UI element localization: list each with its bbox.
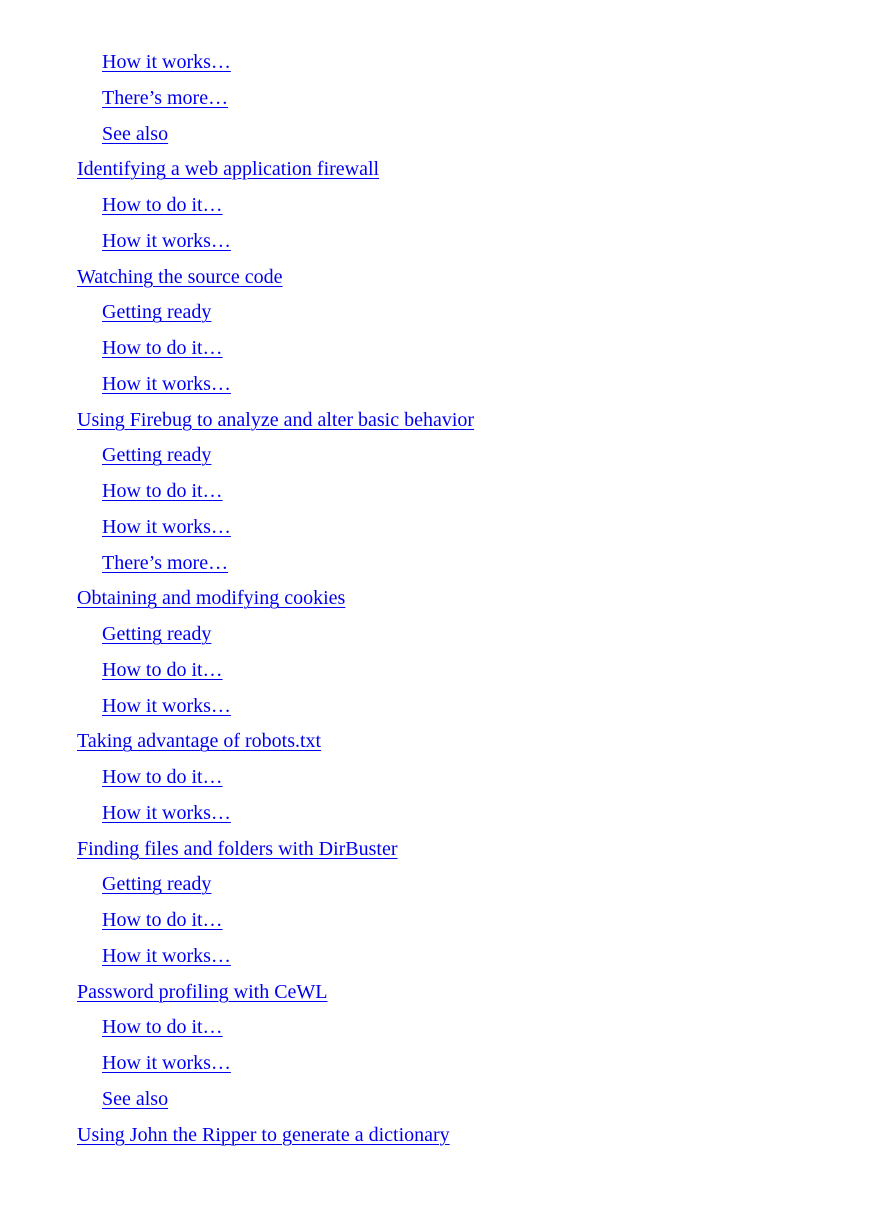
- toc-subsection-item: [0, 939, 869, 975]
- toc-link-how-to-do-it[interactable]: How to do it…: [102, 1016, 223, 1039]
- toc-link-how-it-works[interactable]: How it works…: [102, 801, 231, 824]
- toc-subsection-item: [0, 1010, 869, 1046]
- toc-subsection-item: [0, 188, 869, 224]
- toc-subsection-item: [0, 1046, 869, 1082]
- toc-subsection-item: [0, 438, 869, 474]
- toc-section-item: [0, 832, 869, 868]
- toc-link-how-to-do-it[interactable]: How to do it…: [102, 480, 223, 502]
- toc-link-how-it-works[interactable]: How it works…: [102, 515, 231, 538]
- toc-link-robots-txt[interactable]: Taking advantage of robots.txt: [77, 730, 322, 753]
- table-of-contents: [0, 45, 869, 1153]
- toc-link-theres-more[interactable]: There’s more…: [102, 551, 229, 574]
- toc-link-how-to-do-it[interactable]: How to do it…: [102, 337, 223, 359]
- toc-subsection-item: [0, 474, 869, 510]
- toc-link-getting-ready[interactable]: Getting ready: [102, 301, 212, 324]
- toc-subsection-item: [0, 546, 869, 582]
- toc-link-getting-ready[interactable]: Getting ready: [102, 623, 212, 645]
- toc-subsection-item: [0, 796, 869, 832]
- toc-link-identifying-waf[interactable]: Identifying a web application firewall: [77, 158, 380, 181]
- toc-link-how-it-works[interactable]: How it works…: [102, 229, 231, 252]
- toc-subsection-item: [0, 331, 869, 367]
- toc-subsection-item: [0, 1082, 869, 1118]
- toc-section-item: [0, 1118, 869, 1154]
- toc-subsection-item: [0, 295, 869, 331]
- toc-subsection-item: [0, 867, 869, 903]
- toc-link-how-to-do-it[interactable]: How to do it…: [102, 194, 223, 216]
- toc-link-how-it-works[interactable]: How it works…: [102, 944, 231, 967]
- toc-subsection-item: [0, 224, 869, 260]
- toc-subsection-item: [0, 689, 869, 725]
- toc-subsection-item: [0, 367, 869, 403]
- toc-link-john-the-ripper[interactable]: Using John the Ripper to generate a dictionary: [77, 1123, 450, 1146]
- toc-section-item: [0, 724, 869, 760]
- toc-section-item: [0, 260, 869, 296]
- toc-subsection-item: [0, 81, 869, 117]
- toc-section-item: [0, 152, 869, 188]
- toc-link-see-also[interactable]: See also: [102, 122, 169, 145]
- toc-link-how-it-works[interactable]: How it works…: [102, 694, 231, 717]
- toc-link-watching-source-code[interactable]: Watching the source code: [77, 265, 283, 288]
- toc-link-how-to-do-it[interactable]: How to do it…: [102, 658, 223, 681]
- toc-link-see-also[interactable]: See also: [102, 1087, 169, 1110]
- toc-section-item: [0, 581, 869, 617]
- toc-link-how-to-do-it[interactable]: How to do it…: [102, 766, 223, 788]
- toc-link-how-it-works[interactable]: How it works…: [102, 51, 231, 73]
- toc-link-how-it-works[interactable]: How it works…: [102, 372, 231, 395]
- toc-link-getting-ready[interactable]: Getting ready: [102, 873, 212, 896]
- toc-link-dirbuster[interactable]: Finding files and folders with DirBuster: [77, 837, 398, 860]
- toc-link-using-firebug[interactable]: Using Firebug to analyze and alter basic behavior: [77, 408, 475, 431]
- toc-subsection-item: [0, 45, 869, 81]
- toc-section-item: [0, 975, 869, 1011]
- toc-section-item: [0, 403, 869, 439]
- toc-link-theres-more[interactable]: There’s more…: [102, 86, 229, 109]
- toc-link-cookies[interactable]: Obtaining and modifying cookies: [77, 587, 346, 610]
- toc-subsection-item: [0, 760, 869, 796]
- toc-subsection-item: [0, 903, 869, 939]
- toc-subsection-item: [0, 117, 869, 153]
- toc-subsection-item: [0, 653, 869, 689]
- toc-subsection-item: [0, 510, 869, 546]
- toc-link-how-to-do-it[interactable]: How to do it…: [102, 909, 223, 931]
- toc-link-how-it-works[interactable]: How it works…: [102, 1052, 231, 1074]
- toc-link-getting-ready[interactable]: Getting ready: [102, 444, 212, 467]
- toc-link-cewl[interactable]: Password profiling with CeWL: [77, 980, 328, 1003]
- toc-subsection-item: [0, 617, 869, 653]
